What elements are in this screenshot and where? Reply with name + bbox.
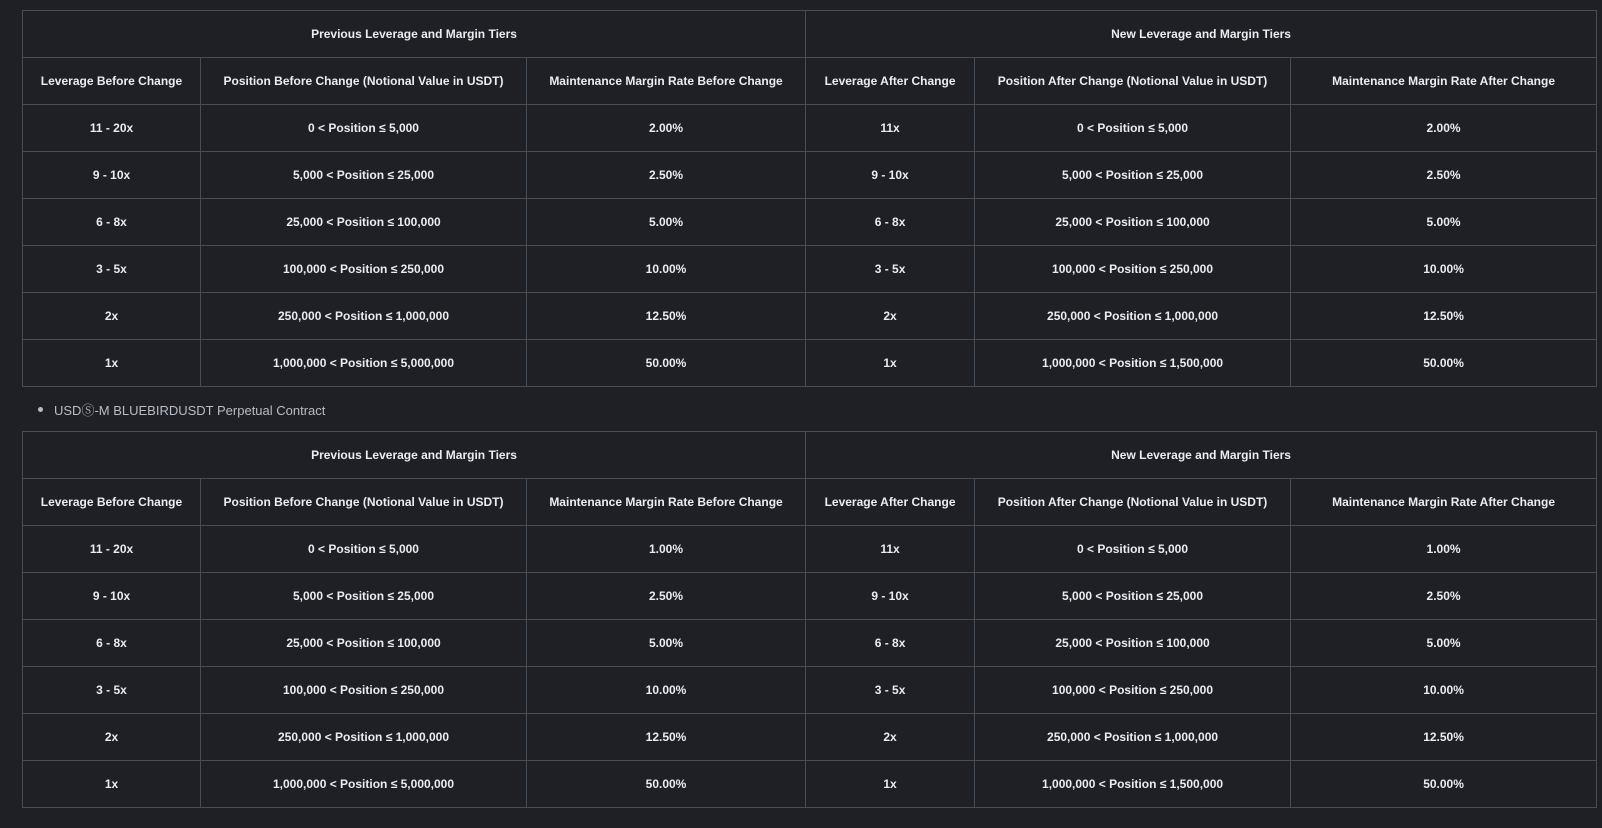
table-row bbox=[23, 573, 1597, 620]
group-header-row bbox=[23, 432, 1597, 479]
table-cell: 2.50% bbox=[527, 152, 806, 199]
table-cell: 10.00% bbox=[527, 667, 806, 714]
table-cell: 1x bbox=[806, 340, 975, 387]
table-cell: 10.00% bbox=[1291, 246, 1597, 293]
table-cell: 9 - 10x bbox=[23, 152, 201, 199]
new-tiers-header: New Leverage and Margin Tiers bbox=[806, 432, 1597, 479]
table-cell: 3 - 5x bbox=[806, 667, 975, 714]
table-cell: 250,000 < Position ≤ 1,000,000 bbox=[975, 714, 1291, 761]
table-cell: 12.50% bbox=[1291, 714, 1597, 761]
table-cell: 50.00% bbox=[527, 340, 806, 387]
table-cell: 50.00% bbox=[1291, 761, 1597, 808]
table-cell: 2.50% bbox=[1291, 152, 1597, 199]
table-cell: 1.00% bbox=[1291, 526, 1597, 573]
table-cell: 2.00% bbox=[1291, 105, 1597, 152]
table-cell: 250,000 < Position ≤ 1,000,000 bbox=[975, 293, 1291, 340]
table-cell: 12.50% bbox=[527, 714, 806, 761]
table-cell: 10.00% bbox=[1291, 667, 1597, 714]
table-cell: 0 < Position ≤ 5,000 bbox=[975, 526, 1291, 573]
table-row bbox=[23, 199, 1597, 246]
table-cell: 11x bbox=[806, 105, 975, 152]
table-cell: 100,000 < Position ≤ 250,000 bbox=[201, 667, 527, 714]
table-cell: 0 < Position ≤ 5,000 bbox=[201, 526, 527, 573]
table-cell: 5.00% bbox=[1291, 199, 1597, 246]
table-cell: 11x bbox=[806, 526, 975, 573]
table-cell: 5.00% bbox=[1291, 620, 1597, 667]
column-header-row bbox=[23, 479, 1597, 526]
group-header-row bbox=[23, 11, 1597, 58]
table-cell: 9 - 10x bbox=[23, 573, 201, 620]
table-cell: 5.00% bbox=[527, 620, 806, 667]
column-header: Leverage After Change bbox=[806, 479, 975, 526]
table-cell: 1,000,000 < Position ≤ 1,500,000 bbox=[975, 761, 1291, 808]
contract-name: USDⓈ-M BLUEBIRDUSDT Perpetual Contract bbox=[54, 402, 326, 418]
column-header: Leverage Before Change bbox=[23, 479, 201, 526]
table-cell: 250,000 < Position ≤ 1,000,000 bbox=[201, 714, 527, 761]
table-cell: 100,000 < Position ≤ 250,000 bbox=[975, 246, 1291, 293]
column-header-row bbox=[23, 58, 1597, 105]
table-cell: 2.50% bbox=[527, 573, 806, 620]
table-cell: 25,000 < Position ≤ 100,000 bbox=[975, 199, 1291, 246]
table-cell: 2x bbox=[806, 293, 975, 340]
table-cell: 100,000 < Position ≤ 250,000 bbox=[975, 667, 1291, 714]
table-cell: 250,000 < Position ≤ 1,000,000 bbox=[201, 293, 527, 340]
table-cell: 9 - 10x bbox=[806, 152, 975, 199]
table-cell: 10.00% bbox=[527, 246, 806, 293]
table-cell: 3 - 5x bbox=[23, 667, 201, 714]
table-cell: 1x bbox=[23, 340, 201, 387]
table-cell: 2x bbox=[23, 714, 201, 761]
table-cell: 1,000,000 < Position ≤ 5,000,000 bbox=[201, 761, 527, 808]
table-cell: 2x bbox=[23, 293, 201, 340]
content bbox=[22, 10, 1596, 808]
table-cell: 1,000,000 < Position ≤ 1,500,000 bbox=[975, 340, 1291, 387]
table-row bbox=[23, 105, 1597, 152]
tiers-table-1 bbox=[22, 10, 1597, 387]
table-row bbox=[23, 152, 1597, 199]
previous-tiers-header: Previous Leverage and Margin Tiers bbox=[23, 11, 806, 58]
table-row bbox=[23, 620, 1597, 667]
table-cell: 2.00% bbox=[527, 105, 806, 152]
table-cell: 25,000 < Position ≤ 100,000 bbox=[975, 620, 1291, 667]
table-cell: 3 - 5x bbox=[806, 246, 975, 293]
table-cell: 5,000 < Position ≤ 25,000 bbox=[201, 573, 527, 620]
table-cell: 5,000 < Position ≤ 25,000 bbox=[201, 152, 527, 199]
column-header: Maintenance Margin Rate Before Change bbox=[527, 479, 806, 526]
table-row bbox=[23, 761, 1597, 808]
column-header: Position Before Change (Notional Value in USDT) bbox=[201, 479, 527, 526]
table-row bbox=[23, 246, 1597, 293]
table-cell: 0 < Position ≤ 5,000 bbox=[975, 105, 1291, 152]
table-cell: 0 < Position ≤ 5,000 bbox=[201, 105, 527, 152]
table-cell: 9 - 10x bbox=[806, 573, 975, 620]
table-cell: 6 - 8x bbox=[23, 199, 201, 246]
table-cell: 6 - 8x bbox=[806, 620, 975, 667]
table-cell: 11 - 20x bbox=[23, 105, 201, 152]
table-cell: 2x bbox=[806, 714, 975, 761]
column-header: Maintenance Margin Rate After Change bbox=[1291, 479, 1597, 526]
contract-bullet-item bbox=[22, 387, 1596, 431]
table-cell: 12.50% bbox=[527, 293, 806, 340]
table-cell: 50.00% bbox=[1291, 340, 1597, 387]
table-row bbox=[23, 667, 1597, 714]
table-cell: 3 - 5x bbox=[23, 246, 201, 293]
table-cell: 11 - 20x bbox=[23, 526, 201, 573]
column-header: Maintenance Margin Rate Before Change bbox=[527, 58, 806, 105]
column-header: Leverage Before Change bbox=[23, 58, 201, 105]
table-cell: 25,000 < Position ≤ 100,000 bbox=[201, 620, 527, 667]
table-cell: 5.00% bbox=[527, 199, 806, 246]
column-header: Position After Change (Notional Value in USDT) bbox=[975, 58, 1291, 105]
table-cell: 5,000 < Position ≤ 25,000 bbox=[975, 152, 1291, 199]
table-cell: 2.50% bbox=[1291, 573, 1597, 620]
tiers-table-2 bbox=[22, 431, 1597, 808]
table-row bbox=[23, 340, 1597, 387]
table-cell: 100,000 < Position ≤ 250,000 bbox=[201, 246, 527, 293]
table-cell: 50.00% bbox=[527, 761, 806, 808]
bullet-dot-icon bbox=[38, 407, 43, 412]
column-header: Leverage After Change bbox=[806, 58, 975, 105]
table-cell: 6 - 8x bbox=[23, 620, 201, 667]
table-cell: 1.00% bbox=[527, 526, 806, 573]
column-header: Maintenance Margin Rate After Change bbox=[1291, 58, 1597, 105]
previous-tiers-header: Previous Leverage and Margin Tiers bbox=[23, 432, 806, 479]
table-row bbox=[23, 293, 1597, 340]
table-cell: 5,000 < Position ≤ 25,000 bbox=[975, 573, 1291, 620]
table-cell: 1x bbox=[23, 761, 201, 808]
table-row bbox=[23, 714, 1597, 761]
table-row bbox=[23, 526, 1597, 573]
column-header: Position Before Change (Notional Value in USDT) bbox=[201, 58, 527, 105]
table-cell: 6 - 8x bbox=[806, 199, 975, 246]
table-cell: 1x bbox=[806, 761, 975, 808]
new-tiers-header: New Leverage and Margin Tiers bbox=[806, 11, 1597, 58]
table-cell: 1,000,000 < Position ≤ 5,000,000 bbox=[201, 340, 527, 387]
table-cell: 12.50% bbox=[1291, 293, 1597, 340]
column-header: Position After Change (Notional Value in USDT) bbox=[975, 479, 1291, 526]
table-cell: 25,000 < Position ≤ 100,000 bbox=[201, 199, 527, 246]
